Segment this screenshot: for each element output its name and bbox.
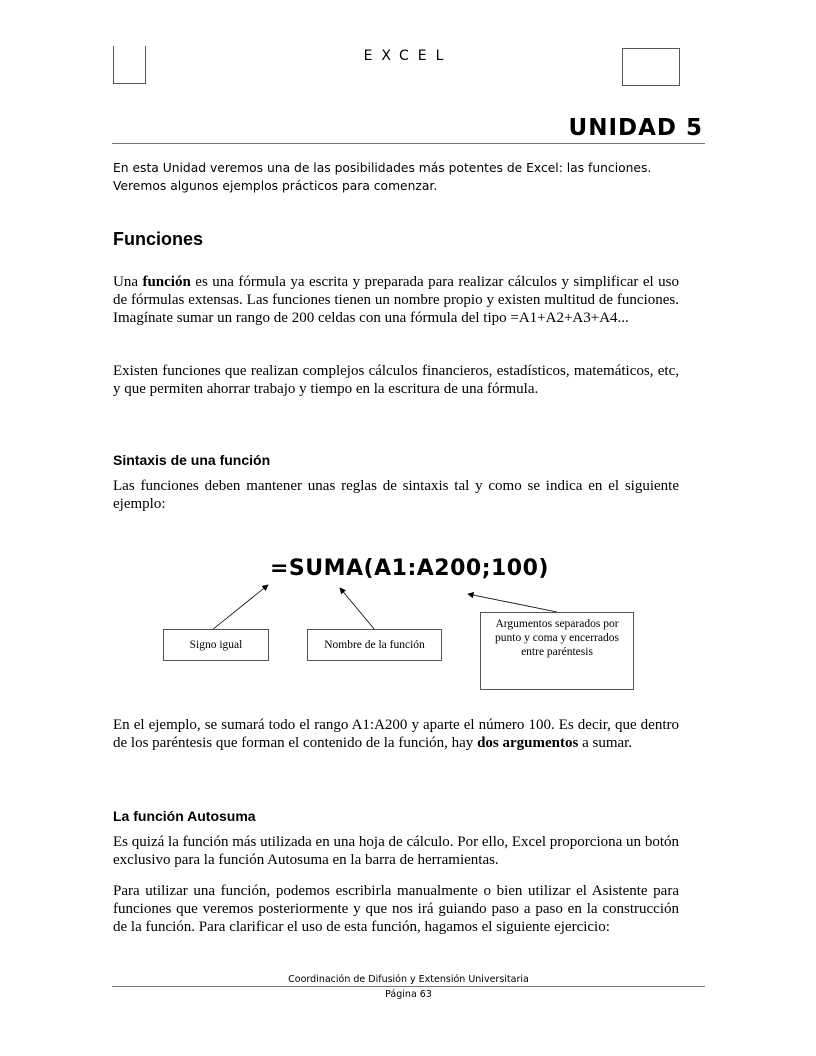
subheading-sintaxis: Sintaxis de una función (113, 452, 271, 468)
document-header-title: EXCEL (363, 48, 453, 64)
arrow-arguments (468, 594, 557, 612)
paragraph-sintaxis: Las funciones deben mantener unas reglas de sintaxis tal y como se indica en el siguiente ejemplo: (113, 478, 679, 512)
paragraph-asistente: Para utilizar una función, podemos escribirla manualmente o bien utilizar el Asistente para funciones que veremos posteriormente y que nos irá guiando paso a paso en la construcción de la función. Para clarificar el uso de esta función, hagamos el siguiente ejercicio: (113, 883, 679, 935)
intro-paragraph: En esta Unidad veremos una de las posibilidades más potentes de Excel: las funciones. Veremos algunos ejemplos prácticos para comenzar. (113, 161, 652, 193)
text-span: a sumar. (578, 735, 633, 751)
text-span: En el ejemplo, se sumará todo el rango A1:A200 y aparte el número 100. Es decir, que dentro de los paréntesis que forman el contenido de la función, hay (113, 717, 679, 751)
arrow-function-name (340, 588, 375, 630)
footer-rule (112, 986, 705, 987)
unit-title-rule (112, 143, 705, 144)
formula-example: =SUMA(A1:A200;100) (270, 556, 549, 581)
bold-term: dos argumentos (477, 735, 579, 751)
footer-page-number: Página 63 (385, 989, 432, 1000)
header-left-box (113, 46, 146, 84)
bold-term: función (142, 274, 191, 290)
paragraph-autosuma: Es quizá la función más utilizada en una hoja de cálculo. Por ello, Excel proporciona un botón exclusivo para la función Autosuma en la barra de herramientas. (113, 834, 679, 868)
footer-institution: Coordinación de Difusión y Extensión Universitaria (288, 974, 529, 985)
subheading-autosuma: La función Autosuma (113, 808, 256, 824)
label-function-name: Nombre de la función (307, 629, 442, 661)
paragraph-funcion-definition (113, 273, 679, 327)
section-heading-funciones: Funciones (113, 229, 204, 249)
paragraph-funciones-existentes: Existen funciones que realizan complejos cálculos financieros, estadísticos, matemáticos, etc, y que permiten ahorrar trabajo y tiempo en la escritura de una fórmula. (113, 363, 679, 397)
label-equal-sign: Signo igual (163, 629, 269, 661)
paragraph-ejemplo (113, 716, 679, 752)
arrow-equal-sign (212, 585, 268, 630)
text-span: es una fórmula ya escrita y preparada para realizar cálculos y simplificar el uso de fórmulas extensas. Las funciones tienen un nombre propio y existen multitud de funciones. Imagínate sumar un rango de 200 celdas con una fórmula del tipo =A1+A2+A3+A4... (113, 274, 679, 326)
label-arguments: Argumentos separados por punto y coma y encerrados entre paréntesis (480, 612, 634, 690)
header-right-box (622, 48, 680, 86)
text-span: Una (113, 274, 143, 290)
unit-title: UNIDAD 5 (568, 115, 703, 141)
